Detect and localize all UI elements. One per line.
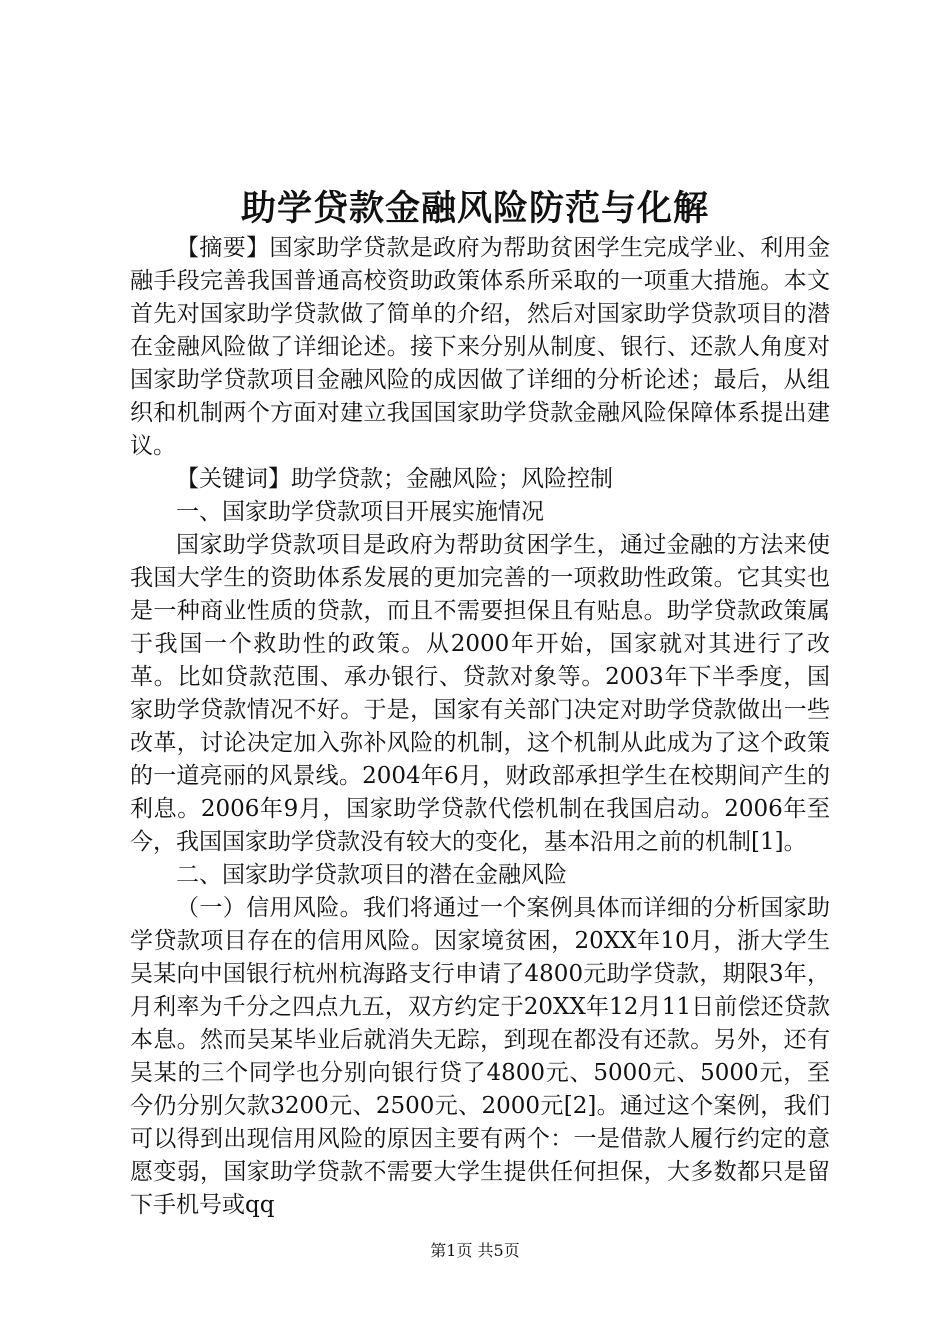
document-title: 助学贷款金融风险防范与化解 xyxy=(240,188,709,229)
page-number-footer: 第1页 共5页 xyxy=(430,1241,520,1260)
body-paragraph: 国家助学贷款项目是政府为帮助贫困学生，通过金融的方法来使我国大学生的资助体系发展的更加完善的一项救助性政策。它其实也是一种商业性质的贷款，而且不需要担保且有贴息。助学贷款政策属于我国一个救助性的政策。从2000年开始，国家就对其进行了改革。比如贷款范围、承办银行、贷款对象等。2003年下半季度，国家助学贷款情况不好。于是，国家有关部门决定对助学贷款做出一些改革，讨论决定加入弥补风险的机制，这个机制从此成为了这个政策的一道亮丽的风景线。2004年6月，财政部承担学生在校期间产生的利息。2006年9月，国家助学贷款代偿机制在我国启动。2006年至今，我国国家助学贷款没有较大的变化，基本沿用之前的机制[1]。 xyxy=(130,532,830,855)
section-heading-1: 一、国家助学贷款项目开展实施情况 xyxy=(176,499,544,525)
abstract-paragraph: 【摘要】国家助学贷款是政府为帮助贫困学生完成学业、利用金融手段完善我国普通高校资助政策体系所采取的一项重大措施。本文首先对国家助学贷款做了简单的介绍，然后对国家助学贷款项目的潜在金融风险做了详细论述。接下来分别从制度、银行、还款人角度对国家助学贷款项目金融风险的成因做了详细的分析论述；最后，从组织和机制两个方面对建立我国国家助学贷款金融风险保障体系提出建议。 xyxy=(130,235,830,459)
section-heading-2: 二、国家助学贷款项目的潜在金融风险 xyxy=(176,862,567,888)
body-paragraph: （一）信用风险。我们将通过一个案例具体而详细的分析国家助学贷款项目存在的信用风险。因家境贫困，20XX年10月，浙大学生吴某向中国银行杭州杭海路支行申请了4800元助学贷款，期限3年，月利率为千分之四点九五，双方约定于20XX年12月11日前偿还贷款本息。然而吴某毕业后就消失无踪，到现在都没有还款。另外，还有吴某的三个同学也分别向银行贷了4800元、5000元、5000元，至今仍分别欠款3200元、2500元、2000元[2]。通过这个案例，我们可以得到出现信用风险的原因主要有两个：一是借款人履行约定的意愿变弱，国家助学贷款不需要大学生提供任何担保，大多数都只是留下手机号或qq xyxy=(130,895,831,1218)
document-body xyxy=(130,232,830,1222)
keywords-paragraph: 【关键词】助学贷款；金融风险；风险控制 xyxy=(176,466,613,492)
